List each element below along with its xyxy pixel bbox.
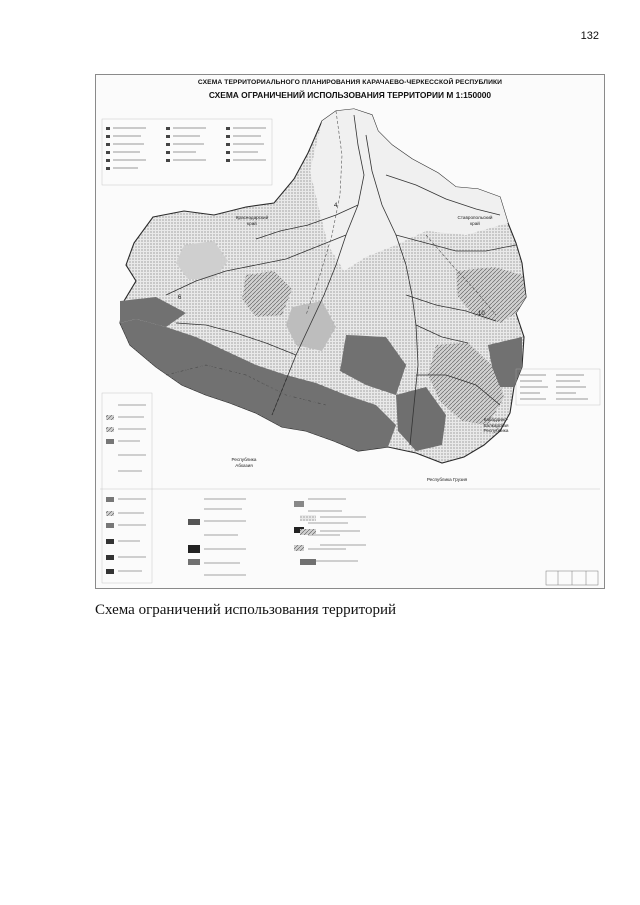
legend-right — [516, 369, 600, 405]
svg-text:6: 6 — [178, 295, 182, 301]
svg-text:10: 10 — [478, 311, 485, 317]
map-title: СХЕМА ТЕРРИТОРИАЛЬНОГО ПЛАНИРОВАНИЯ КАРАЧАЕВО-ЧЕРКЕССКОЙ РЕСПУБЛИКИ — [197, 79, 503, 86]
map-drawing — [96, 75, 604, 588]
republic-territory — [120, 109, 526, 463]
page-number: 132 — [580, 30, 599, 42]
label-abkhazia: Республика Абхазия — [231, 457, 257, 468]
map-figure — [95, 74, 605, 589]
figure-caption: Схема ограничений использования территорий — [95, 602, 397, 618]
legend-top-left — [102, 119, 272, 185]
label-krasnodar: Краснодарский край — [235, 215, 269, 226]
svg-text:4: 4 — [334, 203, 338, 209]
label-georgia: Республика Грузия — [426, 477, 468, 482]
map-subtitle: СХЕМА ОГРАНИЧЕНИЙ ИСПОЛЬЗОВАНИЯ ТЕРРИТОРИИ М 1:150000 — [208, 90, 492, 100]
label-stavropol: Ставропольский край — [457, 215, 493, 226]
label-kbr: Кабардино-Балкарская Республика — [483, 417, 509, 433]
